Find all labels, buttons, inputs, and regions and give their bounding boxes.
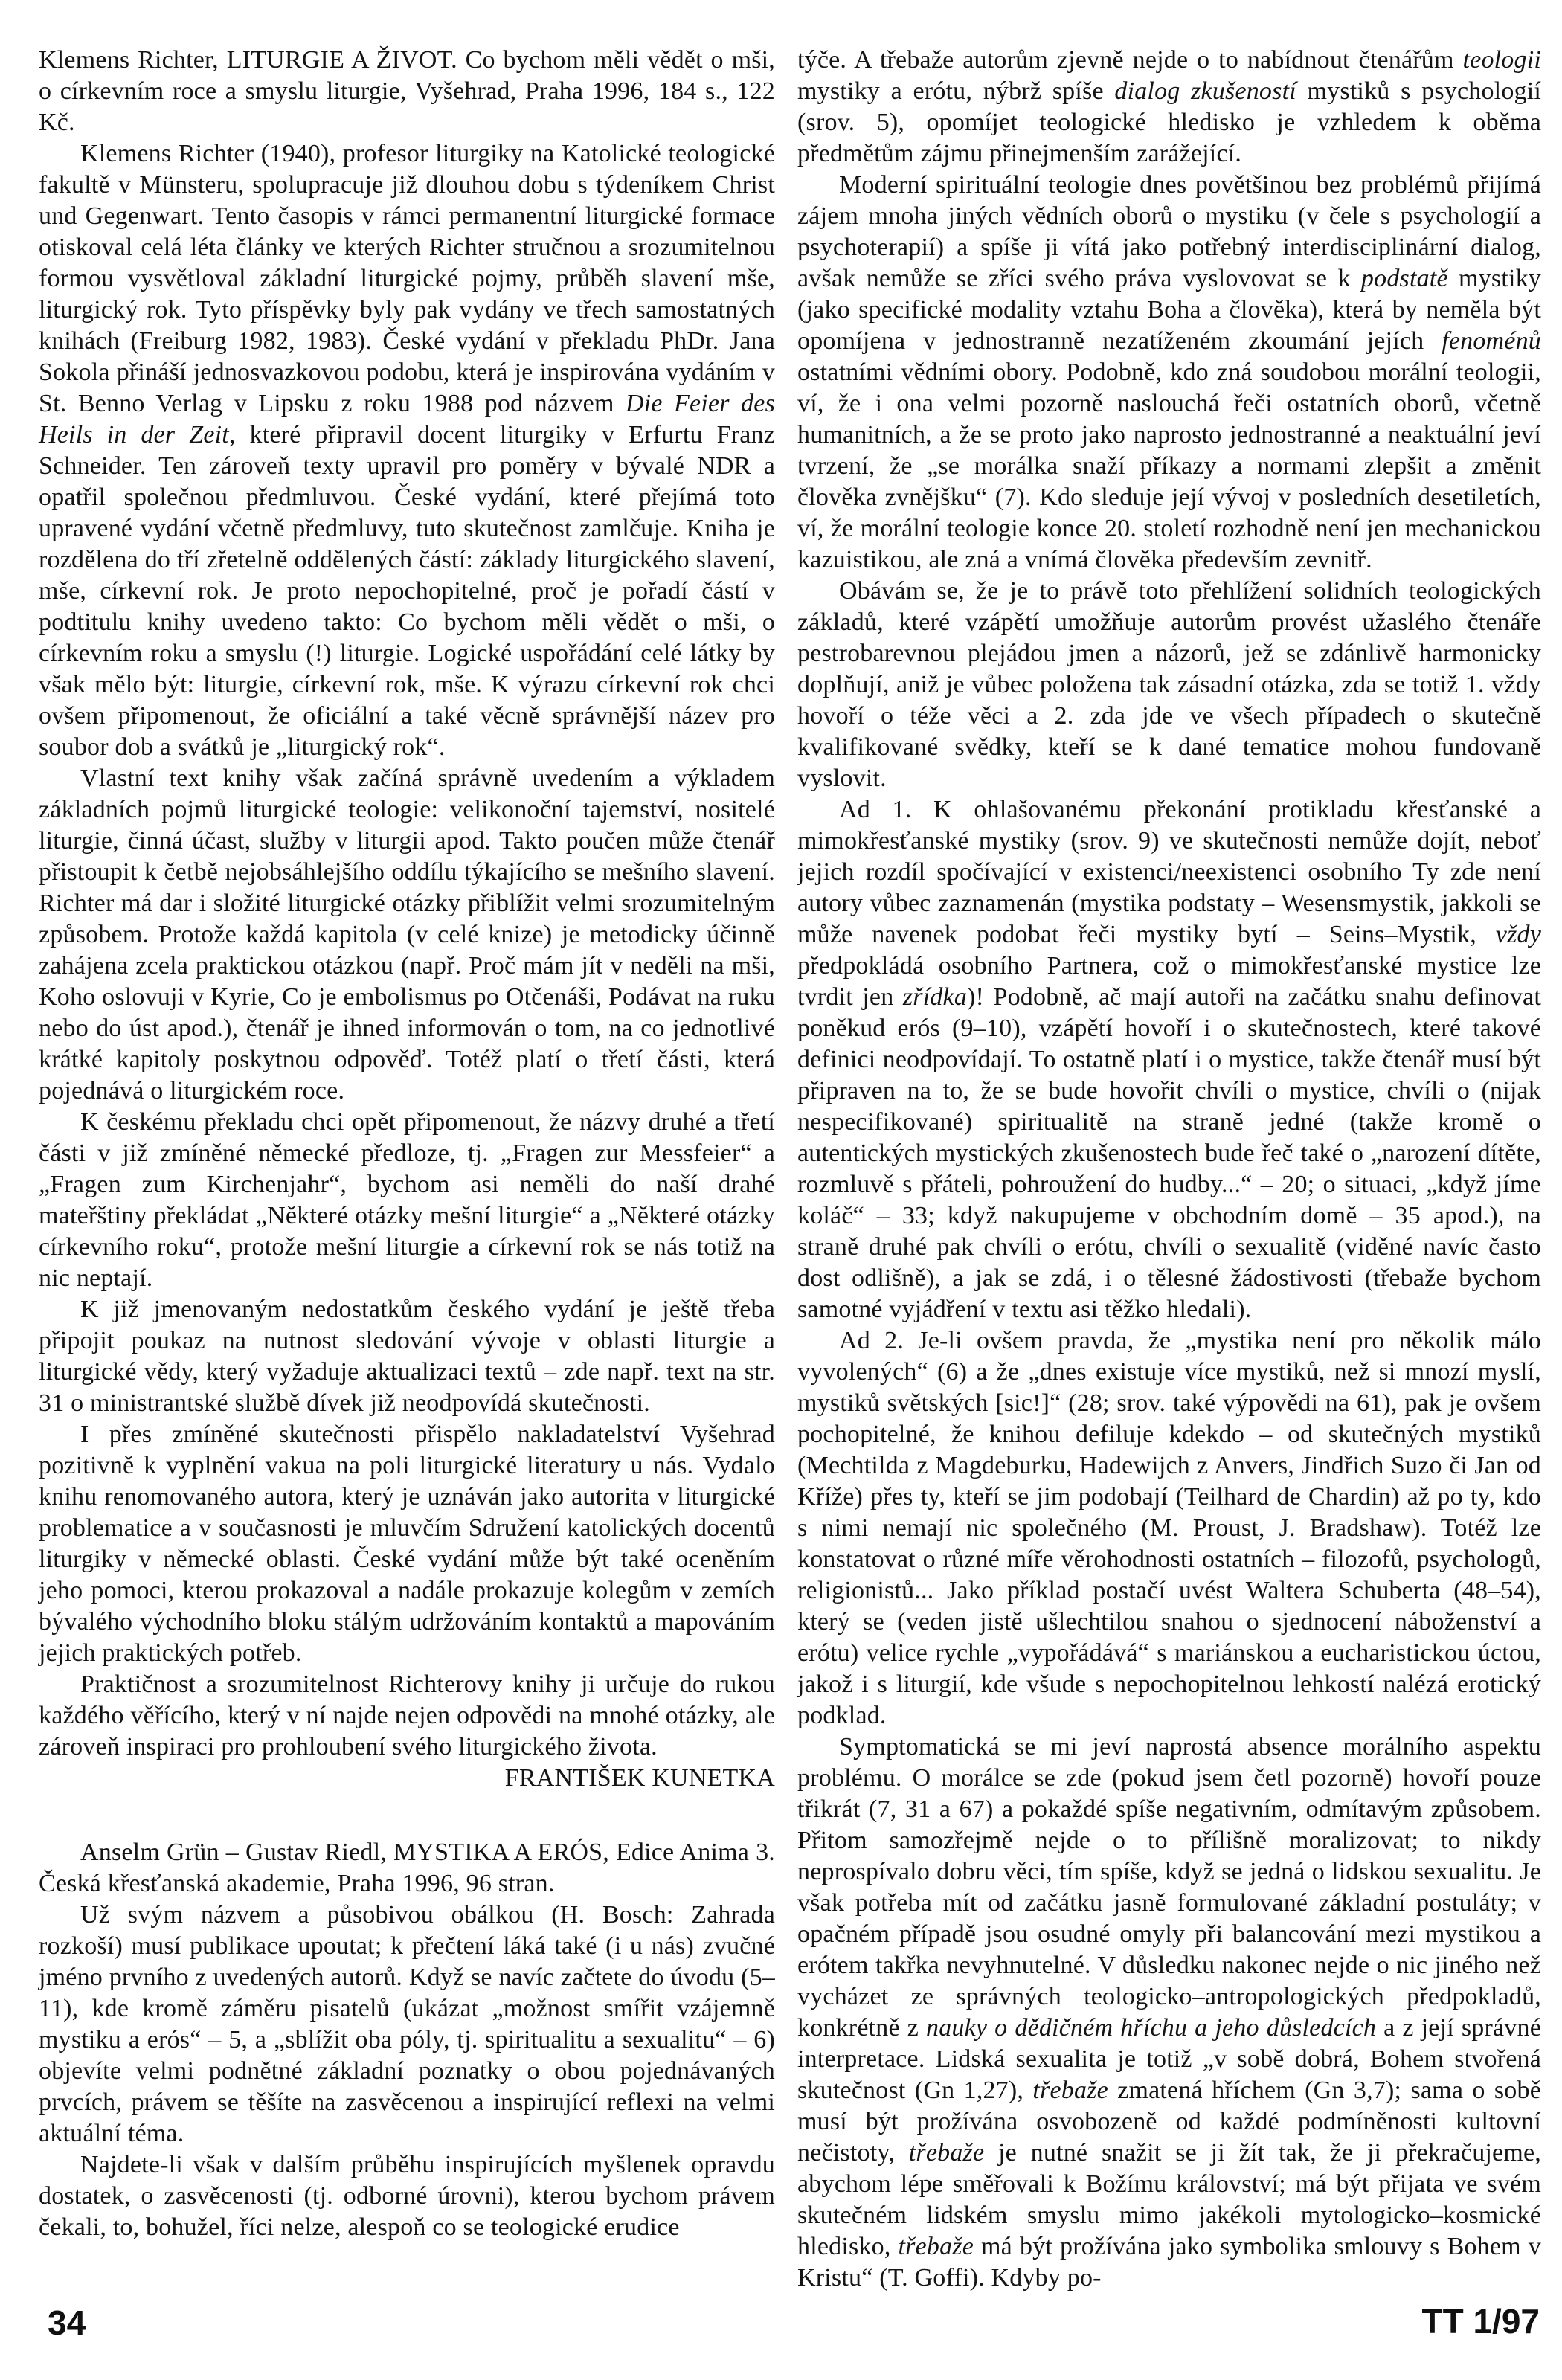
page-number: 34 — [48, 2303, 86, 2342]
review-2-paragraph: Najdete-li však v dalším průběhu inspirujících myšlenek opravdu dostatek, o zasvěcenosti (tj. odborné úrovni), kterou bychom právem čekali, to, bohužel, říci nelze, alespoň co se teologické erudice — [39, 2151, 775, 2241]
review-2-paragraph: Už svým názvem a působivou obálkou (H. Bosch: Zahrada rozkoší) musí publikace upoutat; k přečtení láká také (i u nás) zvučné jméno prvního z uvedených autorů. Když se navíc začtete do úvodu (5–11), kde kromě záměru pisatelů (ukázat „možnost smířit vzájemně mystiku a erós“ – 5, a „sblížit oba póly, tj. spiritualitu a sexualitu“ – 6) objevíte velmi podnětné základní poznatky o obou pojednávaných prvcích, právem se těšíte na zasvěcenou a inspirující reflexi na velmi aktuální téma. — [39, 1901, 775, 2147]
text-column-right — [797, 45, 1541, 2294]
review-1-paragraph: K českému překladu chci opět připomenout, že názvy druhé a třetí části v již zmíněné německé předloze, tj. „Fragen zur Messfeier“ a „Fragen zum Kirchenjahr“, bychom asi neměli do naší drahé mateřštiny překládat „Některé otázky mešní liturgie“ a „Některé otázky církevního roku“, protože mešní liturgie a církevní rok se nás totiž na nic neptají. — [39, 1108, 775, 1292]
review-1-paragraph: Vlastní text knihy však začíná správně uvedením a výkladem základních pojmů liturgické teologie: velikonoční tajemství, nositelé liturgie, činná účast, služby v liturgii apod. Takto poučen může čtenář přistoupit k četbě nejobsáhlejšího oddílu týkajícího se mešního slavení. Richter má dar i složité liturgické otázky přiblížit velmi srozumitelným způsobem. Protože každá kapitola (v celé knize) je metodicky účinně zahájena zcela praktickou otázkou (např. Proč mám jít v neděli na mši, Koho oslovuji v Kyrie, Co je embolismus po Otčenáši, Podávat na ruku nebo do úst apod.), čtenář je ihned informován o tom, na co jednotlivé krátké kapitoly poskytnou odpověď. Totéž platí o třetí části, která pojednává o liturgickém roce. — [39, 765, 775, 1104]
review-1-author-signature: FRANTIŠEK KUNETKA — [504, 1764, 775, 1792]
review-2-paragraph-continued: týče. A třebaže autorům zjevně nejde o to nabídnout čtenářům teologii mystiky a erótu, nýbrž spíše dialog zkušeností mystiků s psychologií (srov. 5), opomíjet teologické hledisko je vzhledem k oběma předmětům zájmu přinejmenším zarážející. — [797, 46, 1542, 167]
review-1-paragraph: Praktičnost a srozumitelnost Richterovy knihy ji určuje do rukou každého věřícího, který v ní najde nejen odpovědi na mnohé otázky, ale zároveň inspiraci pro prohloubení svého liturgického života. — [39, 1670, 775, 1760]
review-2-heading: Anselm Grün – Gustav Riedl, MYSTIKA A ERÓS, Edice Anima 3. Česká křesťanská akademie, Praha 1996, 96 stran. — [39, 1839, 775, 1897]
review-2-paragraph: Ad 1. K ohlašovanému překonání protikladu křesťanské a mimokřesťanské mystiky (srov. 9) ve skutečnosti nemůže dojít, neboť jejich rozdíl spočívající v existenci/neexistenci osobního Ty zde není autory vůbec zaznamenán (mystika podstaty – Wesensmystik, jakkoli se může navenek podobat řeči mystiky bytí – Seins–Mystik, vždy předpokládá osobního Partnera, což o mimokřesťanské mystice lze tvrdit jen zřídka)! Podobně, ač mají autoři na začátku snahu definovat poněkud erós (9–10), vzápětí hovoří i o skutečnostech, které takové definici neodpovídají. To ostatně platí i o mystice, takže čtenář musí být připraven na to, že se bude hovořit chvíli o mystice, chvíli o (nijak nespecifikované) spiritualitě na straně jedné (takže kromě o autentických mystických zkušenostech bude řeč také o „narození dítěte, rozmluvě s přáteli, pohroužení do hudby...“ – 20; o situaci, „když jíme koláč“ – 33; když nakupujeme v obchodním domě – 35 apod.), na straně druhé pak chvíli o erótu, chvíli o sexualitě (viděné navíc často dost odlišně), a jak se zdá, i o tělesné žádostivosti (třebaže bychom samotné vyjádření v textu asi těžko hledali). — [797, 796, 1541, 1323]
review-2-paragraph: Symptomatická se mi jeví naprostá absence morálního aspektu problému. O morálce se zde (pokud jsem četl pozorně) hovoří pouze třikrát (7, 31 a 67) a pokaždé spíše negativním, odmítavým způsobem. Přitom samozřejmě nejde o to přílišně moralizovat; to nikdy neprospívalo dobru věci, tím spíše, když se jedná o lidskou sexualitu. Je však potřeba mít od začátku jasně formulované základní postuláty; v opačném případě jsou osudné omyly při balancování mezi mystikou a erótem takřka nevyhnutelné. V důsledku nakonec nejde o nic jiného než vycházet ze správných teologicko–antropologických předpokladů, konkrétně z nauky o dědičném hříchu a jeho důsledcích a z její správné interpretace. Lidská sexualita je totiž „v sobě dobrá, Bohem stvořená skutečnost (Gn 1,27), třebaže zmatená hříchem (Gn 3,7); sama o sobě musí být prožívána osvobozeně od každé podmíněnosti kultovní nečistoty, třebaže je nutné snažit se ji žít tak, že ji překračujeme, abychom lépe směřovali k Božímu království; má být přijata ve svém skutečném lidském smyslu mimo jakékoli mytologicko–kosmické hledisko, třebaže má být prožívána jako symbolika smlouvy s Bohem v Kristu“ (T. Goffi). Kdyby po- — [797, 1733, 1541, 2291]
review-1-paragraph: I přes zmíněné skutečnosti přispělo nakladatelství Vyšehrad pozitivně k vyplnění vakua na poli liturgické literatury u nás. Vydalo knihu renomovaného autora, který je uznáván jako autorita v liturgické problematice a v současnosti je mluvčím Sdružení katolických docentů liturgiky v německé oblasti. České vydání může být také oceněním jeho pomoci, kterou prokazoval a nadále prokazuje kolegům v zemích bývalého východního bloku stálým udržováním kontaktů a mapováním jejich praktických potřeb. — [39, 1421, 775, 1667]
review-1-paragraph: Klemens Richter (1940), profesor liturgiky na Katolické teologické fakultě v Münsteru, spolupracuje již dlouhou dobu s týdeníkem Christ und Gegenwart. Tento časopis v rámci permanentní liturgické formace otiskoval celá léta články ve kterých Richter stručnou a srozumitelnou formou vysvětloval základní liturgické pojmy, průběh slavení mše, liturgický rok. Tyto příspěvky byly pak vydány ve třech samostatných knihách (Freiburg 1982, 1983). České vydání v překladu PhDr. Jana Sokola přináší jednosvazkovou podobu, která je inspirována vydáním v St. Benno Verlag v Lipsku z roku 1988 pod názvem Die Feier des Heils in der Zeit, které připravil docent liturgiky v Erfurtu Franz Schneider. Ten zároveň texty upravil pro poměry v bývalé NDR a opatřil společnou předmluvou. České vydání, které přejímá toto upravené vydání včetně předmluvy, tuto skutečnost zamlčuje. Kniha je rozdělena do tří zřetelně oddělených částí: základy liturgického slavení, mše, církevní rok. Je proto nepochopitelné, proč je pořadí částí v podtitulu knihy uvedeno takto: Co bychom měli vědět o mši, o církevním roku a smyslu (!) liturgie. Logické uspořádání celé látky by však mělo být: liturgie, církevní rok, mše. K výrazu církevní rok chci ovšem připomenout, že oficiální a také věcně správnější název pro soubor dob a svátků je „liturgický rok“. — [39, 140, 775, 761]
review-1-paragraph: K již jmenovaným nedostatkům českého vydání je ještě třeba připojit poukaz na nutnost sledování vývoje v oblasti liturgie a liturgické vědy, který vyžaduje aktualizaci textů – zde např. text na str. 31 o ministrantské službě dívek již neodpovídá skutečnosti. — [39, 1296, 775, 1417]
review-1-heading: Klemens Richter, LITURGIE A ŽIVOT. Co bychom měli vědět o mši, o církevním roce a smyslu liturgie, Vyšehrad, Praha 1996, 184 s., 122 Kč. — [39, 46, 775, 136]
review-2-paragraph: Ad 2. Je-li ovšem pravda, že „mystika není pro několik málo vyvolených“ (6) a že „dnes existuje více mystiků, než si mnozí myslí, mystiků světských [sic!]“ (28; srov. také výpovědi na 61), pak je ovšem pochopitelné, že knihou defiluje kdekdo – od skutečných mystiků (Mechtilda z Magdeburku, Hadewijch z Anvers, Jindřich Suzo či Jan od Kříže) přes ty, kteří se jim podobají (Teilhard de Chardin) až po ty, kdo s nimi nemají nic společného (M. Proust, J. Bradshaw). Totéž lze konstatovat o různé míře věrohodnosti ostatních – filozofů, psychologů, religionistů... Jako příklad postačí uvést Waltera Schuberta (48–54), který se (veden jistě ušlechtilou snahou o sjednocení náboženství a erótu) velice rychle „vypořádává“ s mariánskou a eucharistickou úctou, jakož i s liturgií, kde všude s nepochopitelnou lehkostí nalézá erotický podklad. — [797, 1327, 1541, 1729]
issue-label: TT 1/97 — [1421, 2302, 1540, 2341]
text-column-left — [39, 45, 775, 2243]
review-2-paragraph: Obávám se, že je to právě toto přehlížení solidních teologických základů, které vzápětí umožňuje autorům provést užaslého čtenáře pestrobarevnou plejádou jmen a názorů, jež se zdánlivě harmonicky doplňují, aniž je vůbec položena tak zásadní otázka, zda se totiž 1. vždy hovoří o téže věci a 2. zda jde ve všech případech o skutečně kvalifikované svědky, kteří se k dané tematice mohou fundovaně vyslovit. — [797, 577, 1541, 792]
review-2-paragraph: Moderní spirituální teologie dnes povětšinou bez problémů přijímá zájem mnoha jiných vědních oborů o mystiku (v čele s psychologií a psychoterapií) a spíše ji vítá jako potřebný interdisciplinární dialog, avšak nemůže se zříci svého práva vyslovovat se k podstatě mystiky (jako specifické modality vztahu Boha a člověka), která by neměla být opomíjena v jednostranně nezatíženém zkoumání jejích fenoménů ostatními vědními obory. Podobně, kdo zná soudobou morální teologii, ví, že i ona velmi pozorně naslouchá řeči ostatních oborů, včetně humanitních, a že se proto jako naprosto jednostranné a neaktuální jeví tvrzení, že „se morálka snaží příkazy a normami zlepšit a změnit člověka zvnějšku“ (7). Kdo sleduje její vývoj v posledních desetiletích, ví, že morální teologie konce 20. století rozhodně není jen mechanickou kazuistikou, ale zná a vnímá člověka především zevnitř. — [797, 171, 1541, 573]
